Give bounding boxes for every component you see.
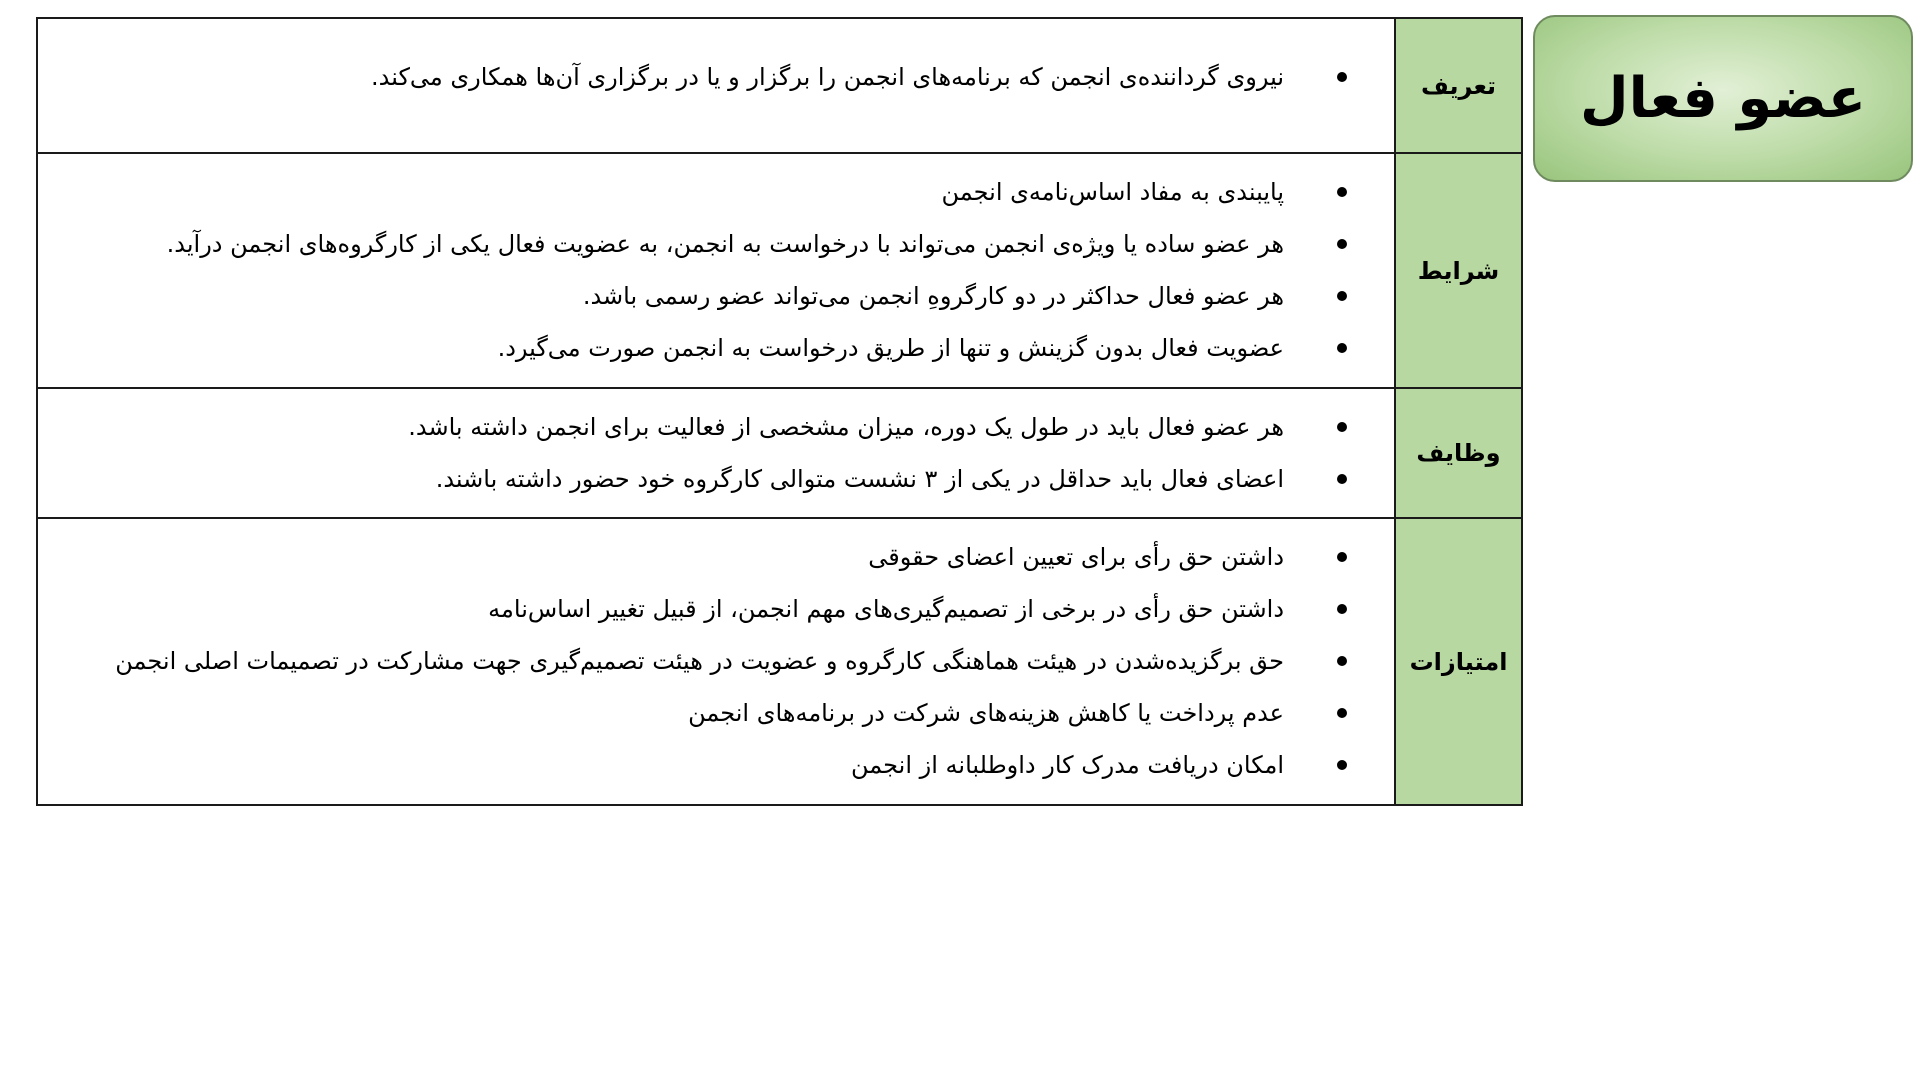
row-label-privileges: امتیازات xyxy=(1409,647,1508,676)
bullet-list-definition xyxy=(38,19,1394,113)
row-content-cell xyxy=(37,518,1395,805)
table-row-conditions xyxy=(37,153,1522,388)
list-item: حق برگزیده‌شدن در هیئت هماهنگی کارگروه و عضویت در هیئت تصمیم‌گیری جهت مشارکت در تصمیمات اصلی انجمن xyxy=(48,635,1394,687)
list-item: داشتن حق رأی برای تعیین اعضای حقوقی xyxy=(48,531,1394,583)
list-item: عضویت فعال بدون گزینش و تنها از طریق درخواست به انجمن صورت می‌گیرد. xyxy=(48,322,1394,374)
list-item: هر عضو ساده یا ویژه‌ی انجمن می‌تواند با درخواست به انجمن، به عضویت فعال یکی از کارگروه‌های انجمن درآید. xyxy=(48,218,1394,270)
membership-table xyxy=(36,17,1523,806)
table-row-definition xyxy=(37,18,1522,153)
row-label-cell xyxy=(1395,518,1522,805)
title-box xyxy=(1533,15,1913,182)
row-label-conditions: شرایط xyxy=(1417,256,1500,285)
list-item: عدم پرداخت یا کاهش هزینه‌های شرکت در برنامه‌های انجمن xyxy=(48,687,1394,739)
row-label-cell xyxy=(1395,153,1522,388)
row-label-duties: وظایف xyxy=(1416,439,1501,467)
row-label-cell xyxy=(1395,18,1522,153)
list-item: نیروی گرداننده‌ی انجمن که برنامه‌های انجمن را برگزار و یا در برگزاری آن‌ها همکاری می‌کند. xyxy=(48,51,1394,103)
table-row-duties xyxy=(37,388,1522,518)
bullet-list-conditions xyxy=(38,154,1394,384)
list-item: داشتن حق رأی در برخی از تصمیم‌گیری‌های مهم انجمن، از قبیل تغییر اساس‌نامه xyxy=(48,583,1394,635)
row-content-cell xyxy=(37,18,1395,153)
list-item: اعضای فعال باید حداقل در یکی از ۳ نشست متوالی کارگروه خود حضور داشته باشند. xyxy=(48,453,1394,505)
bullet-list-duties xyxy=(38,389,1394,515)
bullet-list-privileges xyxy=(38,519,1394,801)
row-content-cell xyxy=(37,388,1395,518)
row-content-cell xyxy=(37,153,1395,388)
list-item: هر عضو فعال باید در طول یک دوره، میزان مشخصی از فعالیت برای انجمن داشته باشد. xyxy=(48,401,1394,453)
list-item: پایبندی به مفاد اساس‌نامه‌ی انجمن xyxy=(48,166,1394,218)
page-title: عضو فعال xyxy=(1580,66,1866,131)
table-row-privileges xyxy=(37,518,1522,805)
row-label-definition: تعریف xyxy=(1420,71,1497,100)
row-label-cell xyxy=(1395,388,1522,518)
list-item: هر عضو فعال حداکثر در دو کارگروهِ انجمن می‌تواند عضو رسمی باشد. xyxy=(48,270,1394,322)
list-item: امکان دریافت مدرک کار داوطلبانه از انجمن xyxy=(48,739,1394,791)
